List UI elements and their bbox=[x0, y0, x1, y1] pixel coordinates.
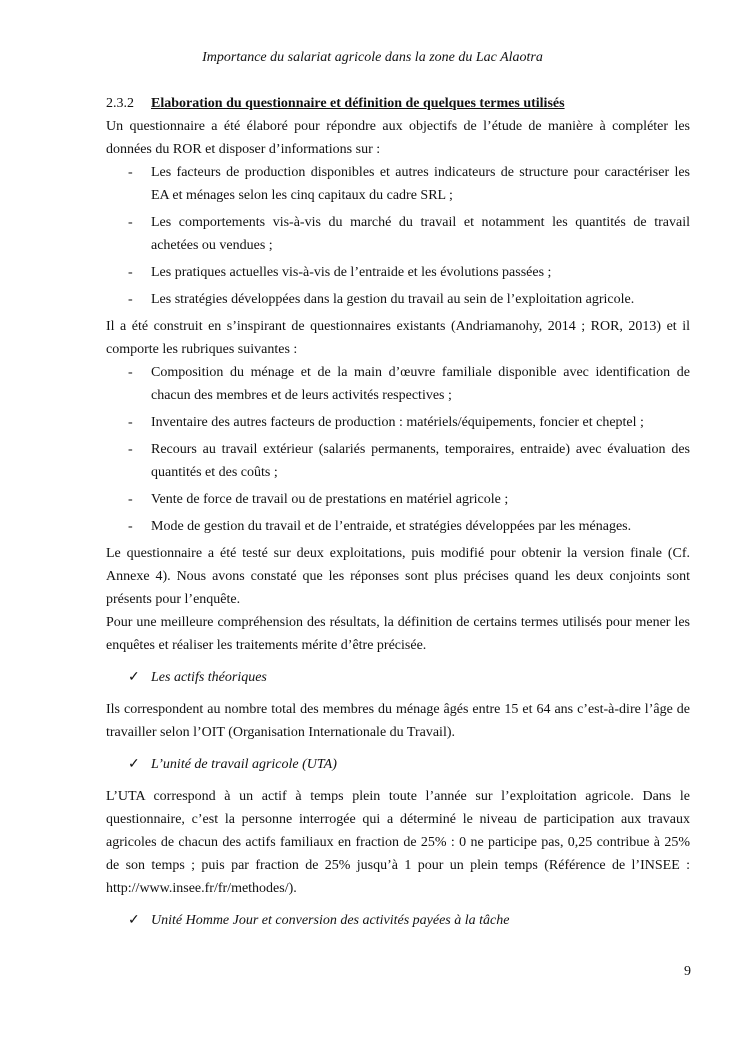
list-item: - Recours au travail extérieur (salariés permanents, temporaires, entraide) avec évaluation des quantités et des coûts ; bbox=[106, 438, 690, 484]
section-number: 2.3.2 bbox=[106, 96, 134, 111]
definition-term-uta: ✓ L’unité de travail agricole (UTA) bbox=[106, 753, 690, 776]
definition-text-uta: L’UTA correspond à un actif à temps plein toute l’année sur l’exploitation agricole. Dans le questionnaire, c’est la personne interrogée qui a déterminé le niveau de participation aux travaux agricoles de chacun des actifs familiaux en fraction de 25% : 0 ne participe pas, 0,25 contribue à 25% de son temps ; puis par fraction de 25% jusqu’à 1 pour un plein temps (Référence de l’INSEE : http://www.insee.fr/fr/methodes/). bbox=[106, 789, 690, 896]
dash-bullet: - bbox=[128, 292, 133, 307]
dash-bullet: - bbox=[128, 415, 133, 430]
dash-bullet: - bbox=[128, 492, 133, 507]
list-item: - Les facteurs de production disponibles et autres indicateurs de structure pour caractériser les EA et ménages selon les cinq capitaux du cadre SRL ; bbox=[106, 161, 690, 207]
page-body bbox=[106, 92, 690, 941]
dash-bullet: - bbox=[128, 365, 133, 380]
objectives-list bbox=[106, 161, 690, 311]
running-header: Importance du salariat agricole dans la zone du Lac Alaotra bbox=[202, 50, 543, 65]
sections-list bbox=[106, 361, 690, 538]
definition-term-homme-jour: ✓ Unité Homme Jour et conversion des activités payées à la tâche bbox=[106, 909, 690, 932]
paragraph-intro: Un questionnaire a été élaboré pour répondre aux objectifs de l’étude de manière à compléter les données du ROR et disposer d’informations sur : bbox=[106, 119, 690, 157]
list-item: - Les comportements vis-à-vis du marché du travail et notamment les quantités de travail achetées ou vendues ; bbox=[106, 211, 690, 257]
page-number: 9 bbox=[684, 964, 691, 979]
dash-bullet: - bbox=[128, 215, 133, 230]
list-item: - Composition du ménage et de la main d’œuvre familiale disponible avec identification de chacun des membres et de leurs activités respectives ; bbox=[106, 361, 690, 407]
checkmark-icon: ✓ bbox=[128, 757, 140, 772]
list-item: - Les stratégies développées dans la gestion du travail au sein de l’exploitation agricole. bbox=[106, 288, 690, 311]
paragraph-construction: Il a été construit en s’inspirant de questionnaires existants (Andriamanohy, 2014 ; ROR, 2013) et il comporte les rubriques suivantes : bbox=[106, 319, 690, 357]
checkmark-icon: ✓ bbox=[128, 913, 140, 928]
list-item: - Vente de force de travail ou de prestations en matériel agricole ; bbox=[106, 488, 690, 511]
list-item: - Mode de gestion du travail et de l’entraide, et stratégies développées par les ménages. bbox=[106, 515, 690, 538]
list-item: - Inventaire des autres facteurs de production : matériels/équipements, foncier et cheptel ; bbox=[106, 411, 690, 434]
dash-bullet: - bbox=[128, 442, 133, 457]
checkmark-icon: ✓ bbox=[128, 670, 140, 685]
dash-bullet: - bbox=[128, 165, 133, 180]
section-title: Elaboration du questionnaire et définition de quelques termes utilisés bbox=[151, 96, 565, 111]
definition-text-actifs: Ils correspondent au nombre total des membres du ménage âgés entre 15 et 64 ans c’est-à-dire l’âge de travailler selon l’OIT (Organisation Internationale du Travail). bbox=[106, 702, 690, 740]
definition-term-actifs: ✓ Les actifs théoriques bbox=[106, 666, 690, 689]
section-heading bbox=[106, 92, 690, 115]
paragraph-definitions-intro: Pour une meilleure compréhension des résultats, la définition de certains termes utilisés pour mener les enquêtes et réaliser les traitements mérite d’être précisée. bbox=[106, 615, 690, 653]
paragraph-testing: Le questionnaire a été testé sur deux exploitations, puis modifié pour obtenir la version finale (Cf. Annexe 4). Nous avons constaté que les réponses sont plus précises quand les deux conjoints sont présents pour l’enquête. bbox=[106, 546, 690, 607]
dash-bullet: - bbox=[128, 265, 133, 280]
list-item: - Les pratiques actuelles vis-à-vis de l’entraide et les évolutions passées ; bbox=[106, 261, 690, 284]
dash-bullet: - bbox=[128, 519, 133, 534]
